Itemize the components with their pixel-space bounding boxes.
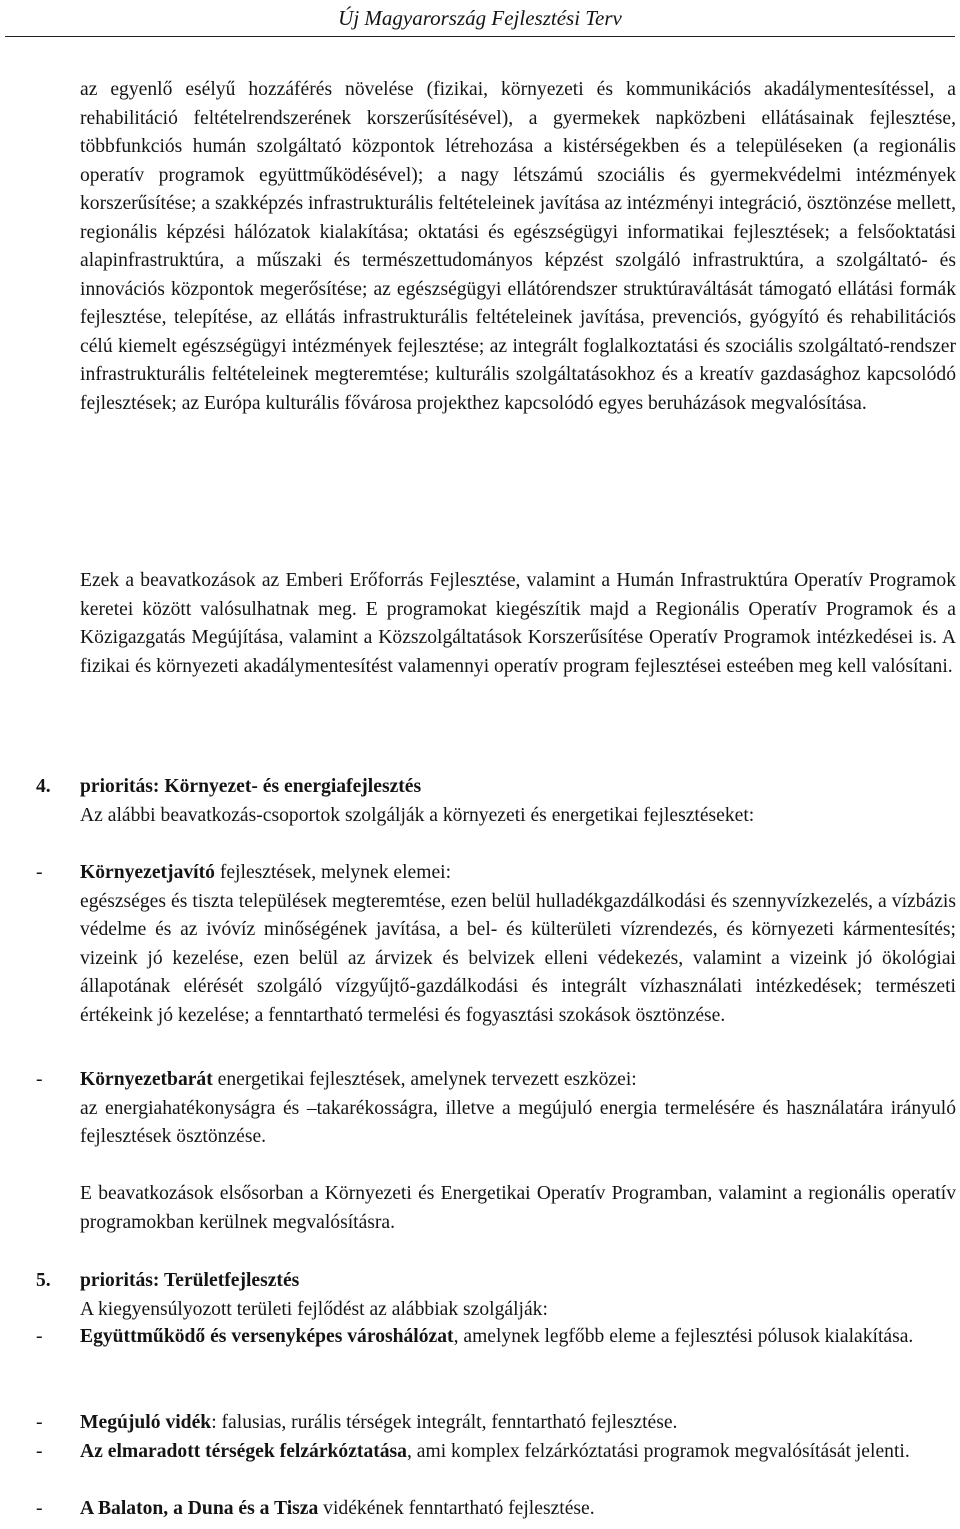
list-item [36,1066,956,1152]
bullet-bold-term: Megújuló vidék [80,1412,212,1433]
section-intro: A kiegyensúlyozott területi fejlődést az alábbiak szolgálják: [80,1298,548,1320]
bullet-text: az energiahatékonyságra és –takarékosságra, illetve a megújuló energia termelésére és használatára irányuló fejlesztések ösztönzése. [80,1097,956,1147]
bullet-bold-term: A Balaton, a Duna és a Tisza [80,1498,319,1519]
bullet-text: : falusias, rurális térségek integrált, fenntartható fejlesztése. [211,1412,678,1433]
section-title: prioritás: Területfejlesztés [80,1270,300,1291]
bullet-text: vidékének fenntartható fejlesztése. [318,1498,595,1519]
bullet-lead [80,1066,956,1095]
bullet-text: egészséges és tiszta települések megteremtése, ezen belül hulladékgazdálkodási és szennyvízkezelés, a vízbázis védelme és az ivóvíz minőségének javítása, a bel- és külterületi vízrendezés, és környezeti kármentesítés; vizeink jó kezelése, ezen belül az árvizek és belvizek elleni védekezés, valamint a vizeink jó ökológiai állapotának elérését szolgáló vízgyűjtő-gazdálkodási és integrált vízhasználati intézkedések; természeti értékeink jó kezelése; a fenntartható termelési és fogyasztási szokások ösztönzése. [80,890,956,1026]
bullet-bold-term: Az elmaradott térségek felzárkóztatása [80,1441,407,1462]
bullet-bold-term: Környezetjavító [80,862,215,883]
section-intro: Az alábbi beavatkozás-csoportok szolgálják a környezeti és energetikai fejlesztéseket: [80,804,755,826]
section-heading-priority-5 [36,1267,956,1324]
section-number: 4. [36,776,51,797]
list-item [36,1438,956,1467]
bullet-lead-text: energetikai fejlesztések, amelynek tervezett eszközei: [212,1069,637,1090]
section-number: 5. [36,1270,51,1291]
bullet-dash: - [36,862,43,883]
list-item [36,859,956,1030]
bullet-dash: - [36,1498,43,1519]
list-item [36,1409,956,1438]
bullet-dash: - [36,1441,43,1462]
list-item [36,1495,956,1524]
bullet-bold-term: Környezetbarát [80,1069,213,1090]
bullet-text: , amelynek legfőbb eleme a fejlesztési pólusok kialakítása. [453,1326,914,1347]
bullet-bold-term: Együttműködő és versenyképes városhálózat [80,1326,454,1347]
bullet-lead [80,859,956,888]
bullet-lead-text: fejlesztések, melynek elemei: [214,862,452,883]
bullet-text: , ami komplex felzárkóztatási programok megvalósítását jelenti. [406,1441,910,1462]
paragraph-operative-programs: Ezek a beavatkozások az Emberi Erőforrás Fejlesztése, valamint a Humán Infrastruktúra Operatív Programok keretei között valósulhatnak meg. E programokat kiegészítik majd a Regionális Operatív Programok és a Közigazgatás Megújítása, valamint a Közszolgáltatások Korszerűsítése Operatív Programok intézkedései is. A fizikai és környezeti akadálymentesítést valamennyi operatív program fejlesztései esteében meg kell valósítani. [80,570,956,677]
bullet-dash: - [36,1326,43,1347]
list-item [36,1323,956,1352]
running-header: Új Magyarország Fejlesztési Terv [338,6,622,30]
paragraph-programs-implementation: E beavatkozások elsősorban a Környezeti és Energetikai Operatív Programban, valamint a regionális operatív programokban kerülnek megvalósításra. [80,1183,956,1233]
header-divider [5,36,955,37]
bullet-dash: - [36,1069,43,1090]
section-heading-priority-4 [36,773,956,830]
bullet-dash: - [36,1412,43,1433]
section-title: prioritás: Környezet- és energiafejlesztés [80,776,422,797]
paragraph-infrastructure-list: az egyenlő esélyű hozzáférés növelése (fizikai, környezeti és kommunikációs akadálymentesítéssel, a rehabilitáció feltételrendszerének korszerűsítésével), a gyermekek napközbeni ellátásainak fejlesztése, többfunkciós humán szolgáltató központok létrehozása a kistérségekben és a településeken (a regionális operatív programok együttműködésével); a nagy létszámú szociális és gyermekvédelmi intézmények korszerűsítése; a szakképzés infrastrukturális feltételeinek javítása az intézményi integráció, ösztönzése mellett, regionális képzési hálózatok kialakítása; oktatási és egészségügyi informatikai fejlesztések; a felsőoktatási alapinfrastruktúra, a műszaki és természettudományos képzést szolgáló infrastruktúra, a szolgáltató- és innovációs központok megerősítése; az egészségügyi ellátórendszer struktúraváltását támogató ellátási formák fejlesztése, telepítése, az ellátás infrastrukturális feltételeinek javítása, prevenciós, gyógyító és rehabilitációs célú kiemelt egészségügyi intézmények fejlesztése; az integrált foglalkoztatási és szociális szolgáltató-rendszer infrastrukturális feltételeinek megteremtése; kulturális szolgáltatásokhoz és a kreatív gazdasághoz kapcsolódó fejlesztések; az Európa kulturális fővárosa projekthez kapcsolódó egyes beruházások megvalósítása. [80,79,956,414]
